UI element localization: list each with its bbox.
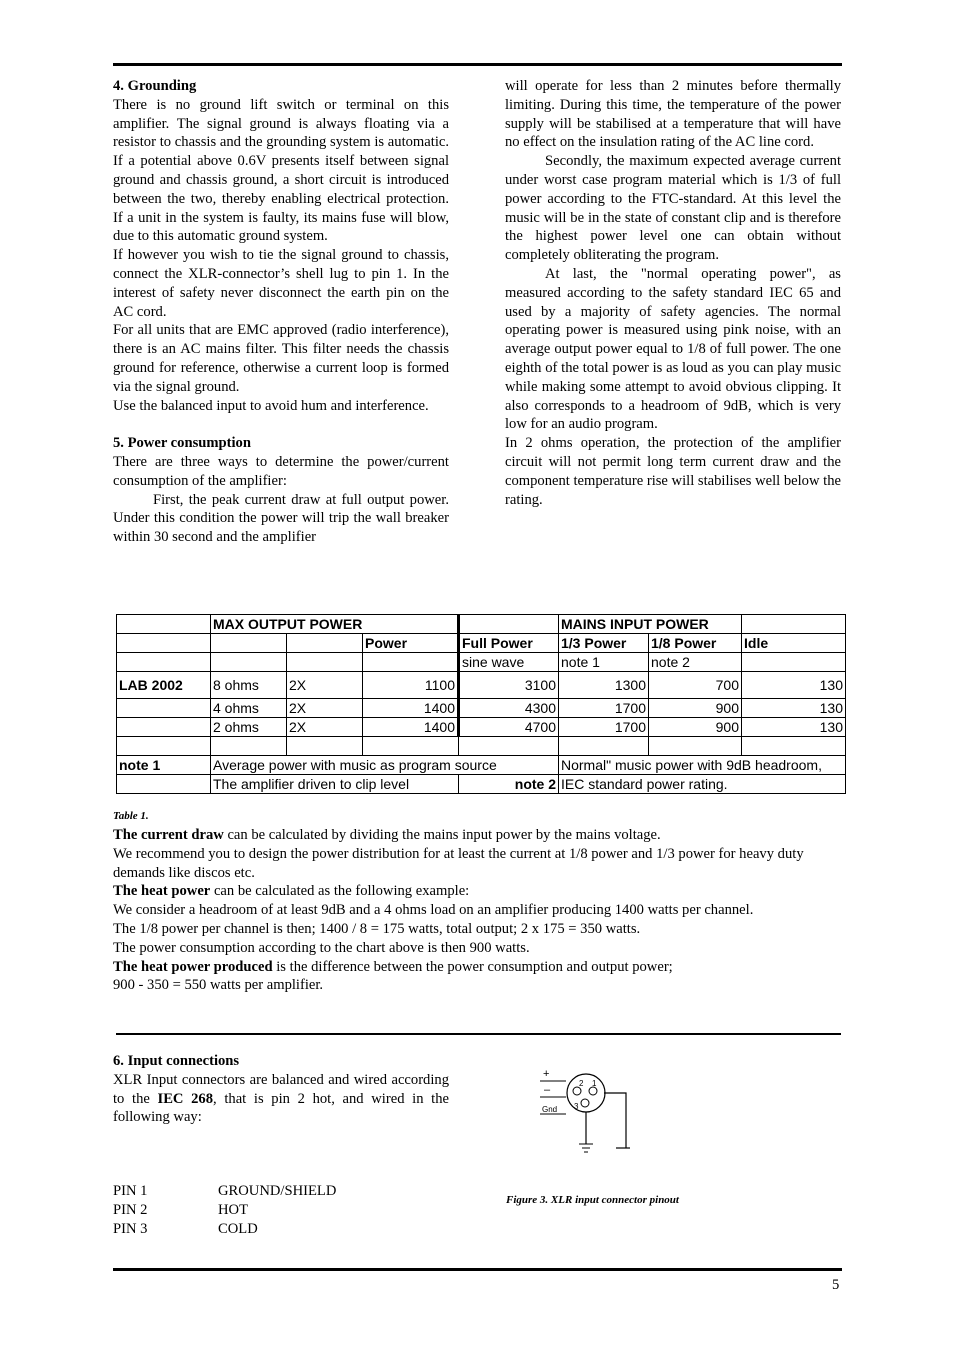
body-text (113, 826, 833, 995)
gnd-label: Gnd (542, 1105, 558, 1114)
heat-produced-paragraph: The heat power produced is the difference between the power consumption and output power; (113, 958, 673, 975)
full-power-cell: 3100 (459, 672, 559, 699)
idle-cell: 130 (742, 699, 846, 718)
section-4-paragraph: For all units that are EMC approved (radio interference), there is an AC mains filter. This filter needs the chassis ground for reference, otherwise a current loop is formed via the signal ground. (113, 322, 449, 395)
load-cell: 4 ohms (211, 699, 287, 718)
full-power-cell: 4700 (459, 718, 559, 737)
output-power-cell: 1400 (363, 699, 459, 718)
two-ohms-paragraph: In 2 ohms operation, the protection of the amplifier circuit will not permit long term current draw and the component temperature rise will stabilises well below the rating. (505, 435, 841, 508)
load-cell: 8 ohms (211, 672, 287, 699)
top-rule (113, 63, 842, 66)
heat-power-paragraph: The heat power can be calculated as the following example: (113, 883, 470, 900)
current-draw-paragraph: The current draw can be calculated by dividing the mains input power by the mains voltage. (113, 827, 661, 843)
section-5-heading: 5. Power consumption (113, 435, 251, 452)
mains-input-header: MAINS INPUT POWER (559, 615, 742, 634)
section-5-intro: There are three ways to determine the power/current consumption of the amplifier: (113, 453, 449, 489)
note-1-label: note 1 (117, 756, 211, 775)
pin-row: PIN 2 HOT (113, 1202, 248, 1218)
full-power-header: Full Power (459, 634, 559, 653)
idle-header: Idle (742, 634, 846, 653)
continuation-paragraph: will operate for less than 2 minutes before thermally limiting. During this time, the temperature of the power supply will be stabilised at a temperature that will have no effect on the insulation rating of the AC line cord. (505, 78, 841, 151)
channels-cell: 2X (287, 672, 363, 699)
pin-3-label: 3 (574, 1102, 579, 1111)
figure-caption: Figure 3. XLR input connector pinout (506, 1194, 679, 1206)
third-power-cell: 1300 (559, 672, 649, 699)
eighth-power-cell: 900 (649, 699, 742, 718)
section-6-heading: 6. Input connections (113, 1053, 240, 1069)
consumption-paragraph: The power consumption according to the chart above is then 900 watts. (113, 939, 530, 956)
idle-cell: 130 (742, 672, 846, 699)
heat-calc-paragraph: 900 - 350 = 550 watts per amplifier. (113, 977, 324, 994)
consider-paragraph: We consider a headroom of at least 9dB and a 4 ohms load on an amplifier producing 1400 watts per channel. (113, 902, 754, 919)
note-2-text-2: IEC standard power rating. (559, 775, 846, 794)
pin-2-label: 2 (579, 1079, 584, 1088)
model-cell: LAB 2002 (117, 672, 211, 699)
note-2-label: note 2 (459, 775, 559, 794)
pin-3-contact (581, 1099, 589, 1107)
output-power-cell: 1100 (363, 672, 459, 699)
pin-2-contact (573, 1087, 581, 1095)
pin-list (113, 1182, 336, 1239)
section-6-text: XLR Input connectors are balanced and wired according to the IEC 268, that is pin 2 hot, and wired in the following way: (113, 1071, 449, 1126)
full-power-cell: 4300 (459, 699, 559, 718)
eighth-power-cell: 900 (649, 718, 742, 737)
load-cell: 2 ohms (211, 718, 287, 737)
middle-rule (116, 1033, 841, 1035)
section-5-first: First, the peak current draw at full output power. Under this condition the power will trip the wall breaker within 30 second and the amplifier (113, 491, 449, 546)
channels-cell: 2X (287, 718, 363, 737)
eighth-power-header: 1/8 Power (649, 634, 742, 653)
note-1-ref: note 1 (559, 653, 649, 672)
eighth-calc-paragraph: The 1/8 power per channel is then; 1400 / 8 = 175 watts, total output; 2 x 175 = 350 watts. (113, 920, 641, 937)
section-6 (113, 1052, 449, 1127)
recommend-paragraph: We recommend you to design the power distribution for at least the current at 1/8 power and 1/3 power for heavy duty demands like discos etc. (113, 845, 804, 881)
connector-shell (567, 1074, 605, 1112)
pin-1-label: 1 (592, 1079, 597, 1088)
bottom-rule (113, 1268, 842, 1271)
idle-cell: 130 (742, 718, 846, 737)
third-power-cell: 1700 (559, 718, 649, 737)
table-caption: Table 1. (113, 810, 149, 822)
section-4-paragraph: Use the balanced input to avoid hum and interference. (113, 397, 429, 414)
secondly-paragraph: Secondly, the maximum expected average current under worst case program material which is 1/3 of full power according to the FTC-standard. At this level the music will be in the state of constant clip and is therefore the highest power level one can obtain without completely obliterating the program. (505, 153, 841, 264)
pin-1-contact (589, 1087, 597, 1095)
section-4-paragraph: There is no ground lift switch or terminal on this amplifier. The signal ground is always floating via a resistor to chassis and the grounding system is automatic. If a potential above 0.6V presents itself between signal ground and chassis ground, a short circuit is introduced between the two, thereby enabling electrical protection. If a unit in the system is faulty, its mains fuse will blow, due to this automatic ground system. (113, 96, 449, 245)
section-4-heading: 4. Grounding (113, 78, 197, 94)
left-column (113, 77, 449, 547)
last-paragraph: At last, the "normal operating power", as measured according to the safety standard IEC 65 and used by a majority of safety agencies. The normal operating power is measured using pink noise, with an average output power equal to 1/8 of full power. The one eighth of the total power is as loud as you can play music while making some attempt to avoid obvious clipping. It also corresponds to a headroom of 9dB, which is very low for an audio program. (505, 265, 841, 433)
note-1-text: Average power with music as program source (211, 756, 559, 775)
note-1-text-2: The amplifier driven to clip level (211, 775, 459, 794)
section-4-paragraph: If however you wish to tie the signal ground to chassis, connect the XLR-connector’s shell lug to pin 1. In the interest of safety never disconnect the earth pin on the AC cord. (113, 247, 449, 320)
minus-label: – (544, 1084, 551, 1096)
sine-wave-cell: sine wave (459, 653, 559, 672)
output-power-cell: 1400 (363, 718, 459, 737)
page-number: 5 (832, 1277, 840, 1293)
power-table (116, 614, 846, 794)
max-output-header: MAX OUTPUT POWER (211, 615, 459, 634)
third-power-cell: 1700 (559, 699, 649, 718)
note-2-ref: note 2 (649, 653, 742, 672)
note-2-text: Normal" music power with 9dB headroom, (559, 756, 846, 775)
third-power-header: 1/3 Power (559, 634, 649, 653)
xlr-connector-diagram (536, 1064, 636, 1160)
pin-row: PIN 1 GROUND/SHIELD (113, 1183, 337, 1199)
pin-row: PIN 3 COLD (113, 1221, 258, 1237)
plus-label: + (543, 1068, 550, 1080)
eighth-power-cell: 700 (649, 672, 742, 699)
channels-cell: 2X (287, 699, 363, 718)
right-column (505, 77, 841, 509)
power-header: Power (363, 634, 459, 653)
